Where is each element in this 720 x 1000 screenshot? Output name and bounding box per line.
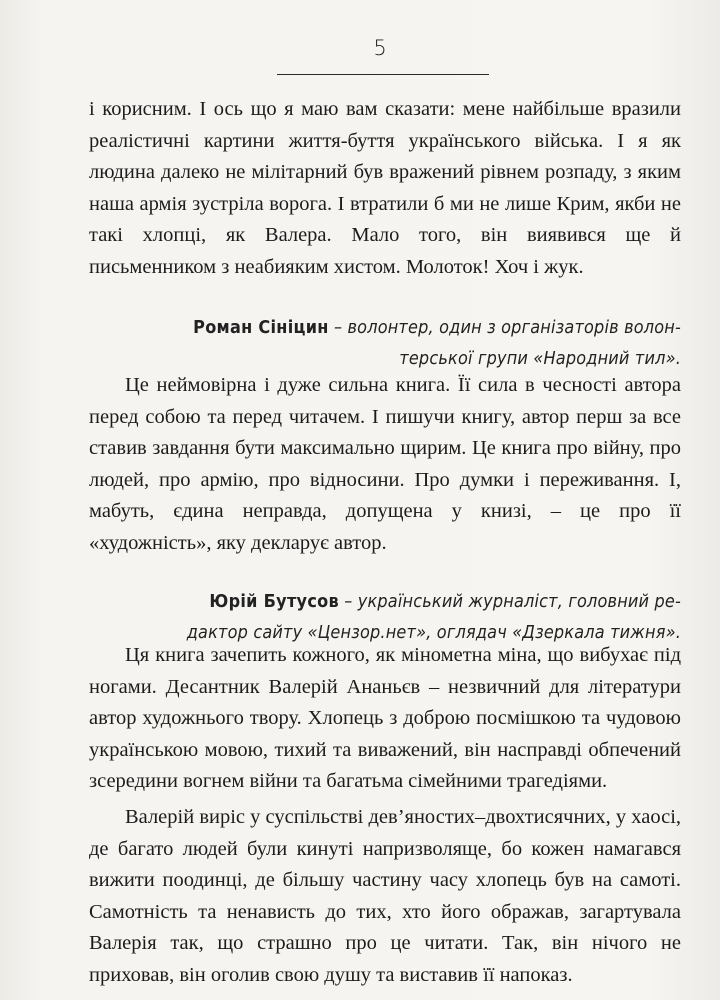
attribution-line: дактор сайту «Цензор.нет», оглядач «Дзеркала тижня». (186, 623, 681, 643)
intro-text (89, 94, 681, 284)
endorsement-paragraph: Ця книга зачепить кожного, як мінометна міна, що вибухає під ногами. Десантник Валерій Ананьєв – незвичний для літератури автор художнього твору. Хлопець з доброю посмішкою та чудовою українською мовою, тихий та виважений, він насправді обпечений зсередини вогнем війни та багатьма сімейними трагедіями. (89, 644, 681, 793)
endorsement-attribution-1 (136, 313, 681, 375)
endorsement-paragraph: Це неймовірна і дуже сильна книга. Її сила в чесності автора перед собою та перед читачем. І пишучи книгу, автор перш за все ставив завдання бути максимально щирим. Це книга про війну, про людей, про армію, про відносини. Про думки і переживання. І, мабуть, єдина неправда, допущена у книзі, – це про її «художність», яку декларує автор. (89, 374, 681, 554)
endorser-name: Роман Сініцин (193, 318, 329, 338)
attribution-line (136, 313, 681, 344)
header-rule (277, 74, 489, 75)
endorser-role: – волонтер, один з організаторів волон- (328, 318, 681, 338)
page-number: 5 (373, 36, 387, 60)
attribution-line: терської групи «Народний тил». (399, 349, 681, 369)
intro-paragraph: і корисним. І ось що я маю вам сказати: мене найбільше вразили реалістичні картини життя-буття українського війська. І я як людина далеко не мілітарний був вражений рівнем розпаду, з яким наша армія зустріла ворога. І втратили б ми не лише Крим, якби не такі хлопці, як Валера. Мало того, він виявився ще й письменником з неабияким хистом. Молоток! Хоч і жук. (89, 98, 681, 278)
endorsement-text-1 (89, 370, 681, 560)
endorsement-paragraph: Валерій виріс у суспільстві дев’яностих–двохтисячних, у хаосі, де багато людей були кинуті напризволяще, бо кожен намагався вижити поодинці, де більшу частину часу хлопець був на самоті. Самотність та ненависть до тих, хто його ображав, загартувала Валерія так, що страшно про це читати. Так, він нічого не приховав, він оголив свою душу та виставив її напоказ. (89, 805, 682, 986)
endorser-name: Юрій Бутусов (209, 592, 339, 612)
endorser-role: – український журналіст, головний ре- (338, 592, 681, 612)
attribution-line (136, 587, 681, 618)
endorsement-text-2 (89, 640, 681, 992)
